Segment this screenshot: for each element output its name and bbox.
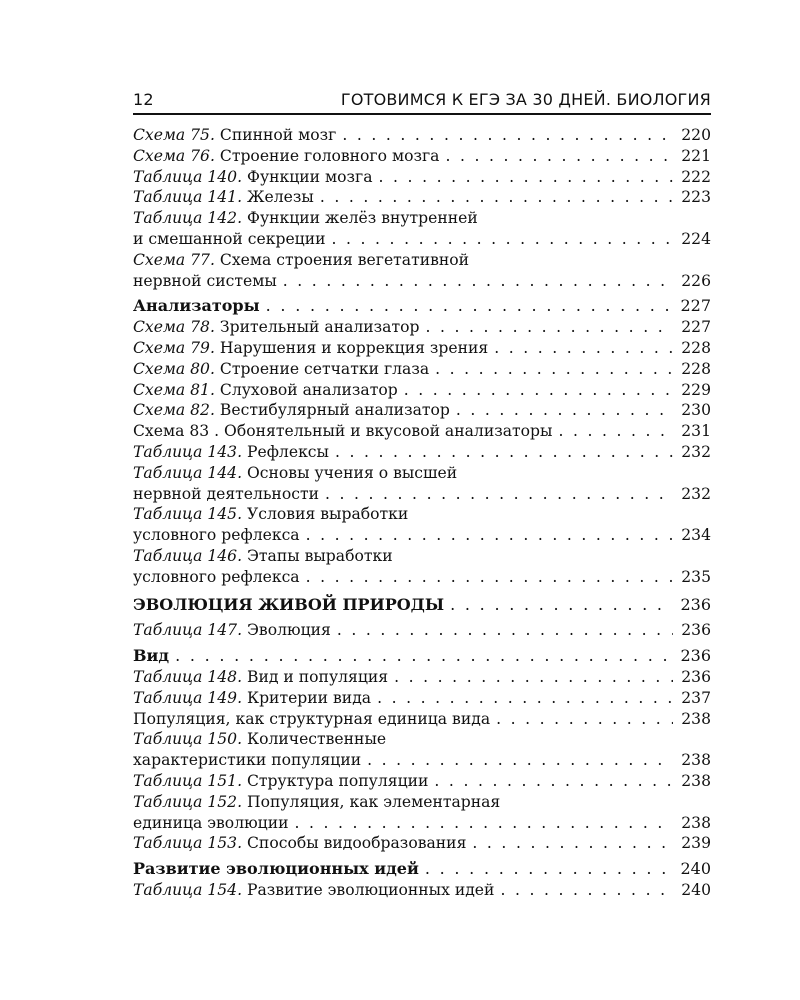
toc-page-number: 228 (681, 359, 711, 378)
toc-entry-line (133, 229, 711, 250)
dot-leader (325, 484, 673, 505)
toc-entry-prefix: Таблица 149. (133, 688, 243, 707)
toc-page-number: 227 (681, 318, 711, 337)
toc-entry-title: Спинной мозг (214, 126, 337, 144)
toc-entry-title: Функции желёз внутренней (242, 209, 478, 228)
toc-entry-title: Слуховой анализатор (214, 380, 398, 399)
toc-page-number: 238 (681, 751, 711, 770)
toc-page-number: 236 (681, 667, 711, 686)
toc-entry-label (133, 296, 260, 317)
toc-entry-title: Условия выработки (242, 505, 409, 524)
toc-entry-first-line (133, 463, 711, 484)
toc-entry (133, 880, 711, 901)
running-header (133, 88, 711, 114)
toc-entry-label (133, 167, 373, 188)
toc-entry-line (133, 338, 711, 359)
toc-entry (133, 125, 711, 146)
toc-entry-line (133, 646, 711, 667)
toc-entry-label (133, 880, 494, 901)
toc-section-title: Анализаторы (133, 296, 260, 316)
toc-entry-line (133, 296, 711, 317)
toc-entry-prefix: Схема 82. (133, 401, 215, 420)
toc-entry-first-line (133, 504, 711, 525)
toc-entry-prefix: Таблица 142. (133, 209, 243, 228)
toc-entry-continuation: и смешанной секреции (133, 229, 326, 248)
toc-entry-title: Вид и популяция (242, 667, 389, 686)
toc-entry-prefix: Таблица 152. (133, 792, 243, 811)
toc-entry-prefix: Схема 80. (133, 359, 215, 378)
toc-entry (133, 250, 711, 292)
toc-page-number: 232 (681, 484, 711, 503)
toc-entry-prefix: Таблица 147. (133, 621, 243, 640)
toc-entry-label (133, 229, 326, 250)
toc-entry-continuation: нервной деятельности (133, 484, 319, 503)
toc-page-number: 234 (681, 526, 711, 545)
toc-entry-prefix: Таблица 140. (133, 167, 243, 186)
dot-leader (335, 442, 673, 463)
toc-entry-first-line (133, 546, 711, 567)
toc-entry-title: Популяция, как структурная единица вида (133, 709, 491, 728)
toc-entry-title: Железы (242, 188, 314, 207)
toc-entry-label (133, 859, 419, 880)
section-gap (133, 588, 711, 595)
dot-leader (445, 146, 673, 167)
toc-entry-title: Количественные (242, 730, 387, 749)
dot-leader (320, 187, 673, 208)
toc-section-title: Вид (133, 646, 170, 666)
dot-leader (500, 880, 673, 901)
toc-page-number: 232 (681, 442, 711, 461)
toc-entry-title: Строение сетчатки глаза (214, 359, 430, 378)
toc-entry-label (133, 688, 371, 709)
toc-entry-prefix: Схема 76. (133, 146, 215, 165)
toc-entry-prefix: Таблица 150. (133, 730, 243, 749)
toc-entry-label (133, 595, 444, 616)
toc-entry (133, 771, 711, 792)
dot-leader (342, 125, 673, 146)
toc-entry-title: Критерии вида (242, 688, 372, 707)
dot-leader (306, 525, 673, 546)
toc-entry-first-line (133, 792, 711, 813)
toc-entry-continuation: нервной системы (133, 271, 277, 290)
toc-page-number: 231 (681, 422, 711, 441)
toc-entry-title: Схема строения вегетативной (214, 250, 470, 269)
toc-entry-continuation: единица эволюции (133, 813, 289, 832)
toc-entry-line (133, 859, 711, 880)
toc-page-number: 236 (680, 646, 711, 666)
toc-entry-title: Строение головного мозга (214, 146, 440, 165)
toc-entry-line (133, 421, 711, 442)
dot-leader (425, 317, 673, 338)
toc-page-number: 238 (681, 709, 711, 728)
toc-entry-label (133, 400, 450, 421)
toc-entry-prefix: Таблица 141. (133, 188, 243, 207)
dot-leader (404, 380, 673, 401)
toc-page-number: 236 (680, 594, 711, 614)
toc-entry-label (133, 646, 169, 667)
dot-leader (456, 400, 673, 421)
toc-section-title: ЭВОЛЮЦИЯ ЖИВОЙ ПРИРОДЫ (133, 594, 445, 614)
toc-section-entry (133, 646, 711, 667)
toc-entry-title: Основы учения о высшей (242, 463, 458, 482)
toc-entry-label (133, 567, 300, 588)
toc-entry-label (133, 709, 490, 730)
toc-entry (133, 620, 711, 641)
toc-entry-continuation: условного рефлекса (133, 526, 300, 545)
toc-entry-line (133, 380, 711, 401)
toc-entry-prefix: Схема 75. (133, 126, 215, 144)
toc-entry (133, 317, 711, 338)
toc-entry (133, 442, 711, 463)
toc-page-number: 238 (681, 813, 711, 832)
toc-entry-prefix: Таблица 145. (133, 505, 243, 524)
toc-entry-line (133, 595, 711, 616)
dot-leader (266, 296, 673, 317)
toc-entry-line (133, 833, 711, 854)
header-rule (133, 113, 711, 115)
toc-entry-line (133, 400, 711, 421)
toc-entry-line (133, 620, 711, 641)
toc-entry-line (133, 525, 711, 546)
toc-section-entry (133, 859, 711, 880)
toc-entry-label (133, 146, 439, 167)
toc-entry-continuation: условного рефлекса (133, 567, 300, 586)
toc-entry-title: Рефлексы (242, 442, 329, 461)
toc-entry-first-line (133, 250, 711, 271)
dot-leader (295, 813, 674, 834)
toc-entry-line (133, 880, 711, 901)
toc-entry-prefix: Таблица 143. (133, 442, 243, 461)
dot-leader (175, 646, 673, 667)
dot-leader (496, 709, 673, 730)
toc-entry-prefix: Таблица 144. (133, 463, 243, 482)
toc-entry-label (133, 813, 289, 834)
toc-entry (133, 421, 711, 442)
dot-leader (558, 421, 673, 442)
toc-entry-first-line (133, 729, 711, 750)
toc-page-number: 227 (680, 296, 711, 316)
toc-entry (133, 167, 711, 188)
toc-entry-line (133, 567, 711, 588)
toc-entry-line (133, 187, 711, 208)
toc-entry-line (133, 709, 711, 730)
toc-entry (133, 338, 711, 359)
toc-page-number: 226 (681, 271, 711, 290)
dot-leader (435, 359, 673, 380)
toc-entry-line (133, 359, 711, 380)
toc-section-title: Развитие эволюционных идей (133, 859, 419, 879)
toc-entry (133, 833, 711, 854)
toc-entry-title: Нарушения и коррекция зрения (214, 338, 489, 357)
toc-entry-line (133, 442, 711, 463)
toc-entry (133, 187, 711, 208)
toc-entry-line (133, 484, 711, 505)
toc-entry-title: Эволюция (242, 621, 331, 640)
toc-entry-prefix: Схема 81. (133, 380, 215, 399)
toc-entry-line (133, 317, 711, 338)
toc-section-entry (133, 296, 711, 317)
toc-page-number: 221 (681, 146, 711, 165)
toc-entry-first-line (133, 208, 711, 229)
toc-entry-title: Зрительный анализатор (214, 318, 420, 337)
toc-entry-label (133, 620, 331, 641)
toc-page-number: 240 (681, 880, 711, 899)
toc-entry-label (133, 317, 419, 338)
toc-page-number: 222 (681, 167, 711, 186)
dot-leader (306, 567, 673, 588)
toc-page-number: 224 (681, 229, 711, 248)
toc-page-number: 239 (681, 834, 711, 853)
dot-leader (450, 595, 673, 616)
toc-entry-continuation: характеристики популяции (133, 751, 362, 770)
toc-entry-line (133, 271, 711, 292)
toc-entry-label (133, 125, 336, 146)
toc-entry (133, 729, 711, 771)
toc-entry (133, 792, 711, 834)
toc-entry (133, 688, 711, 709)
toc-entry (133, 400, 711, 421)
toc-entry-line (133, 813, 711, 834)
toc-entry-prefix: Таблица 153. (133, 834, 243, 853)
toc-entry-label (133, 525, 300, 546)
toc-entry-label (133, 359, 429, 380)
toc-page-number: 238 (681, 771, 711, 790)
toc-entry-prefix: Таблица 146. (133, 546, 243, 565)
toc-entry-prefix: Схема 78. (133, 318, 215, 337)
toc-page-number: 237 (681, 688, 711, 707)
toc-entry-prefix: Таблица 154. (133, 880, 243, 899)
toc-entry-label (133, 380, 398, 401)
toc-entry (133, 667, 711, 688)
toc-entry-line (133, 771, 711, 792)
dot-leader (337, 620, 673, 641)
toc-page-number: 236 (681, 621, 711, 640)
toc-entry (133, 709, 711, 730)
toc-entry-line (133, 750, 711, 771)
toc-entry-label (133, 750, 361, 771)
toc-page-number: 228 (681, 338, 711, 357)
dot-leader (332, 229, 674, 250)
dot-leader (379, 167, 673, 188)
toc-entry-title: Развитие эволюционных идей (242, 880, 495, 899)
toc-entry-title: Популяция, как элементарная (242, 792, 501, 811)
toc-entry-line (133, 167, 711, 188)
toc-entry-line (133, 667, 711, 688)
dot-leader (434, 771, 673, 792)
toc-entry-label (133, 771, 428, 792)
toc-entry (133, 546, 711, 588)
toc-entry-title: Вестибулярный анализатор (214, 401, 450, 420)
dot-leader (377, 688, 673, 709)
toc-entry (133, 146, 711, 167)
toc-page-number: 220 (681, 126, 711, 144)
toc-entry-prefix: Схема 79. (133, 338, 215, 357)
toc-entry (133, 208, 711, 250)
table-of-contents (133, 125, 711, 901)
toc-page-number: 229 (681, 380, 711, 399)
toc-entry-label (133, 338, 488, 359)
toc-section-entry (133, 595, 711, 616)
toc-entry-label (133, 484, 319, 505)
page-number: 12 (133, 90, 154, 109)
toc-entry-label (133, 421, 552, 442)
toc-entry-title: Структура популяции (242, 771, 429, 790)
toc-page-number: 223 (681, 188, 711, 207)
toc-entry-label (133, 271, 277, 292)
running-title: ГОТОВИМСЯ К ЕГЭ ЗА 30 ДНЕЙ. БИОЛОГИЯ (340, 90, 711, 109)
dot-leader (367, 750, 673, 771)
toc-entry-label (133, 833, 466, 854)
toc-entry-line (133, 688, 711, 709)
toc-entry (133, 463, 711, 505)
toc-entry-line (133, 125, 711, 146)
toc-entry (133, 380, 711, 401)
toc-entry-title: Этапы выработки (242, 546, 393, 565)
toc-entry-prefix: Таблица 148. (133, 667, 243, 686)
toc-entry-line (133, 146, 711, 167)
toc-entry-title: Функции мозга (242, 167, 373, 186)
toc-entry-label (133, 667, 388, 688)
dot-leader (283, 271, 673, 292)
toc-page-number: 235 (681, 567, 711, 586)
toc-page-number: 230 (681, 401, 711, 420)
toc-entry-title: Способы видообразования (242, 834, 467, 853)
toc-entry-label (133, 187, 314, 208)
toc-entry-label (133, 442, 329, 463)
toc-entry-prefix: Таблица 151. (133, 771, 243, 790)
toc-entry-prefix: Схема 77. (133, 250, 215, 269)
dot-leader (472, 833, 673, 854)
dot-leader (494, 338, 673, 359)
toc-page-number: 240 (680, 859, 711, 879)
toc-entry-title: Схема 83 . Обонятельный и вкусовой анализаторы (133, 422, 553, 441)
dot-leader (394, 667, 673, 688)
dot-leader (425, 859, 673, 880)
toc-entry (133, 504, 711, 546)
toc-entry (133, 359, 711, 380)
